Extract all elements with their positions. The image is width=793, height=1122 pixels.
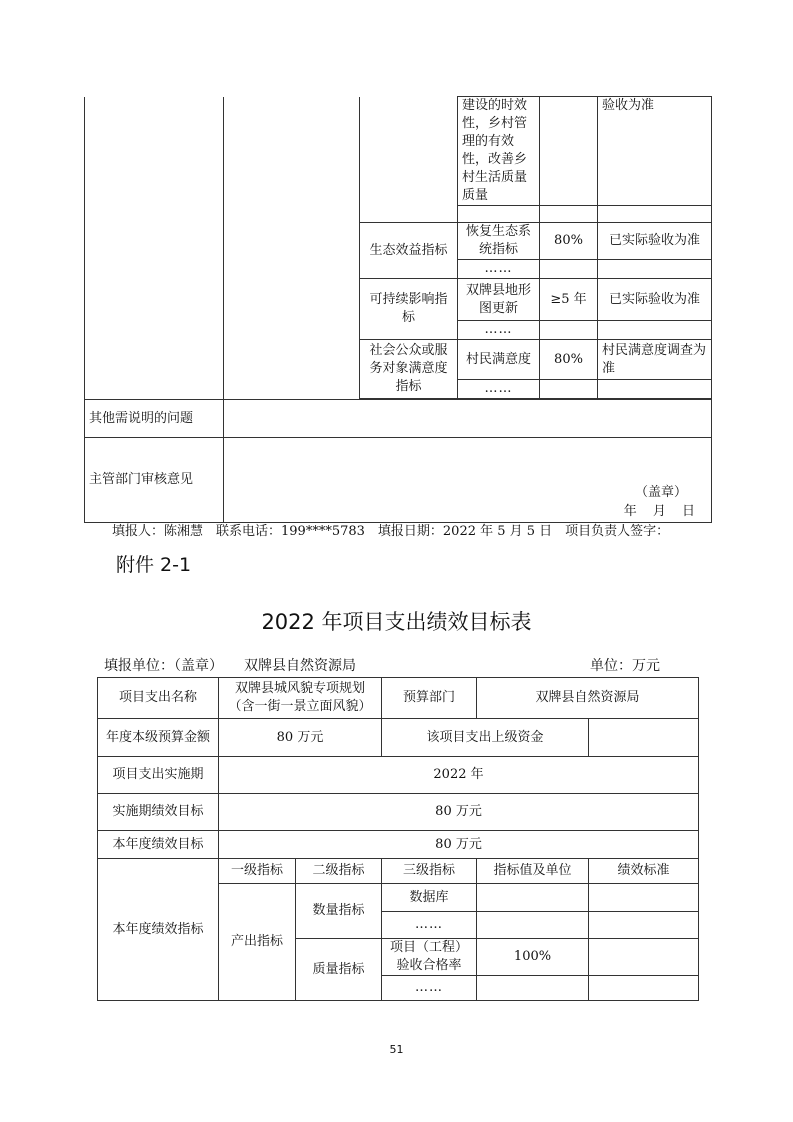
quality-item: 项目（工程）验收合格率	[382, 939, 477, 976]
fill-info-line: 填报人：陈湘慧 联系电话：199****5783 填报日期：2022 年 5 月 5 日 项目负责人签字：	[112, 524, 670, 539]
performance-goal-table	[97, 677, 699, 1001]
date-text: 年 月 日	[623, 504, 695, 519]
t1-empty-cell	[598, 380, 712, 399]
sustain-l3: 双牌县地形图更新	[458, 279, 540, 321]
quality-dots: ……	[382, 976, 477, 1001]
year-goal-label: 本年度绩效目标	[98, 831, 219, 859]
header-l3: 三级指标	[382, 859, 477, 884]
superior-fund-value	[589, 719, 699, 757]
quantity-dots: ……	[382, 912, 477, 939]
period-goal-label: 实施期绩效目标	[98, 794, 219, 831]
t1-empty-cell	[540, 321, 598, 340]
performance-table-continued	[84, 96, 712, 523]
other-issues-value	[224, 400, 712, 438]
sustain-standard: 已实际验收为准	[598, 279, 712, 321]
quality-value: 100%	[477, 939, 589, 976]
page-number: 51	[389, 1043, 404, 1056]
t1-col2-cell	[224, 97, 360, 400]
satisfaction-dots: ……	[458, 380, 540, 399]
eco-benefit-label: 生态效益指标	[360, 223, 458, 279]
t2-empty-cell	[477, 976, 589, 1001]
satisfaction-value: 80%	[540, 340, 598, 380]
t1-empty-cell	[540, 260, 598, 279]
page-title: 2022 年项目支出绩效目标表	[261, 610, 532, 634]
t1-empty-cell	[540, 380, 598, 399]
t2-empty-cell	[589, 912, 699, 939]
sustain-value: ≥5 年	[540, 279, 598, 321]
satisfaction-standard: 村民满意度调查为准	[598, 340, 712, 380]
quality-indicator-label: 质量指标	[296, 939, 382, 1001]
budget-dept-label: 预算部门	[382, 678, 477, 719]
sustain-label: 可持续影响指标	[360, 279, 458, 340]
t1-row-a-standard: 验收为准	[598, 97, 712, 206]
year-goal-value: 80 万元	[219, 831, 699, 859]
t2-empty-cell	[589, 976, 699, 1001]
project-name-label: 项目支出名称	[98, 678, 219, 719]
period-value: 2022 年	[219, 757, 699, 794]
header-l2: 二级指标	[296, 859, 382, 884]
t1-col3-cell	[360, 97, 458, 223]
output-indicator-label: 产出指标	[219, 884, 296, 1001]
t1-empty-cell	[540, 206, 598, 223]
eco-standard: 已实际验收为准	[598, 223, 712, 260]
satisfaction-label: 社会公众或服务对象满意度指标	[360, 340, 458, 399]
t1-row-a-value	[540, 97, 598, 206]
t1-empty-cell	[458, 206, 540, 223]
t2-empty-cell	[477, 884, 589, 912]
quantity-indicator-label: 数量指标	[296, 884, 382, 939]
quantity-item: 数据库	[382, 884, 477, 912]
t2-empty-cell	[589, 939, 699, 976]
currency-unit: 单位：万元	[590, 658, 660, 674]
t1-empty-cell	[598, 206, 712, 223]
t1-empty-cell	[598, 260, 712, 279]
budget-dept-value: 双牌县自然资源局	[477, 678, 699, 719]
sustain-dots: ……	[458, 321, 540, 340]
review-opinion-label: 主管部门审核意见	[85, 438, 224, 523]
filling-unit: 填报单位：（盖章） 双牌县自然资源局	[104, 658, 356, 674]
annual-budget-label: 年度本级预算金额	[98, 719, 219, 757]
t1-empty-cell	[598, 321, 712, 340]
t1-col1-cell	[85, 97, 224, 400]
other-issues-label: 其他需说明的问题	[85, 400, 224, 438]
t2-empty-cell	[589, 884, 699, 912]
annual-budget-value: 80 万元	[219, 719, 382, 757]
eco-dots: ……	[458, 260, 540, 279]
header-standard: 绩效标准	[589, 859, 699, 884]
period-label: 项目支出实施期	[98, 757, 219, 794]
period-goal-value: 80 万元	[219, 794, 699, 831]
eco-l3: 恢复生态系统指标	[458, 223, 540, 260]
indicator-label: 本年度绩效指标	[98, 859, 219, 1001]
attachment-label: 附件 2-1	[116, 554, 192, 576]
satisfaction-l3: 村民满意度	[458, 340, 540, 380]
eco-value: 80%	[540, 223, 598, 260]
t1-row-a-l3: 建设的时效性，乡村管理的有效性，改善乡村生活质量质量	[458, 97, 540, 206]
review-opinion-value	[224, 438, 712, 523]
header-l1: 一级指标	[219, 859, 296, 884]
seal-text: （盖章）	[634, 485, 687, 500]
header-value: 指标值及单位	[477, 859, 589, 884]
t2-empty-cell	[477, 912, 589, 939]
superior-fund-label: 该项目支出上级资金	[382, 719, 589, 757]
project-name-value: 双牌县城风貌专项规划（含一街一景立面风貌）	[219, 678, 382, 719]
